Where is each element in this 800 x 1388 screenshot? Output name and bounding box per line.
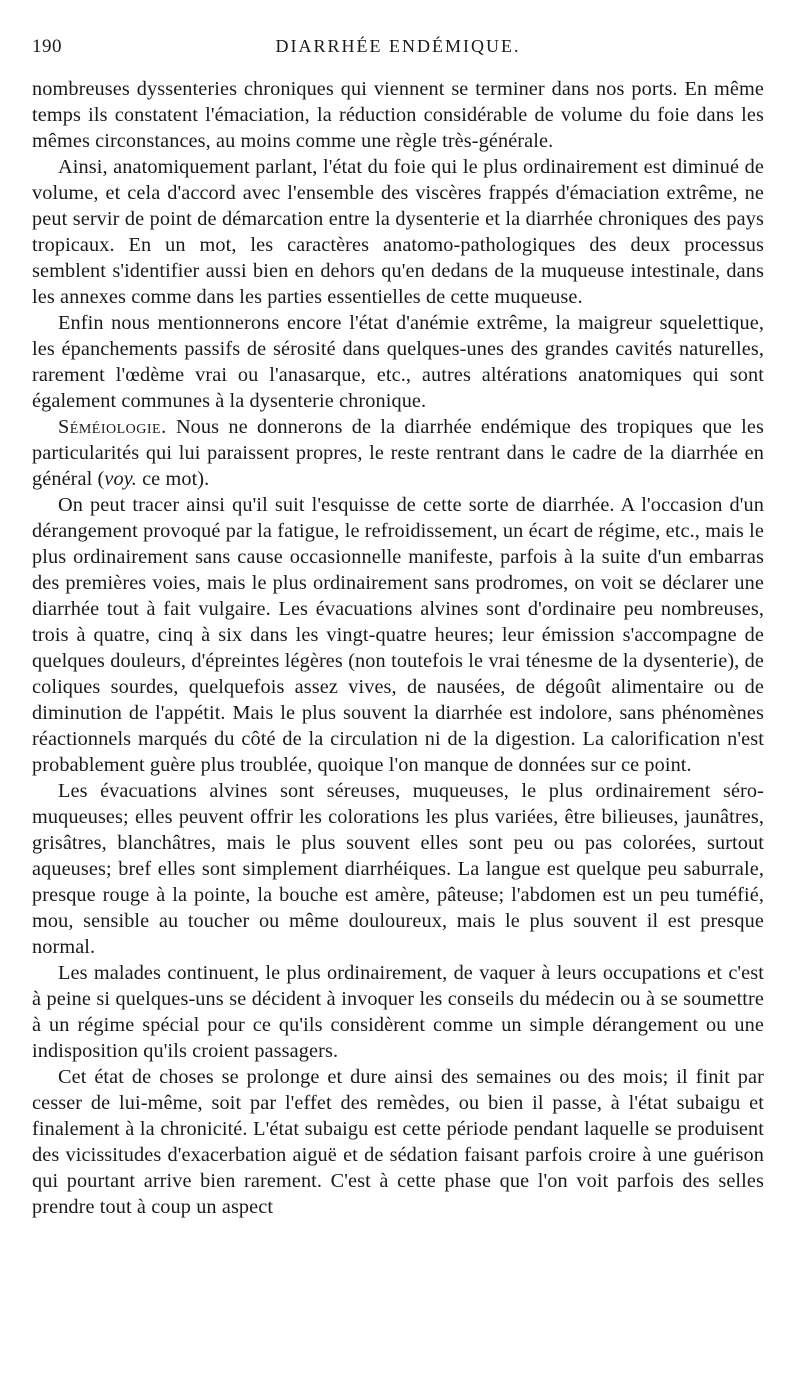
page-number: 190 bbox=[32, 36, 62, 57]
semeiology-reference: voy. bbox=[104, 468, 137, 490]
paragraph-semeiology bbox=[32, 414, 764, 492]
paragraph-progression: Cet état de choses se prolonge et dure ainsi des semaines ou des mois; il finit par cesser de lui-même, soit par l'effet des remèdes, ou bien il passe, à l'état subaigu et finalement à la chronicité. L'état subaigu est cette période pendant laquelle se produisent des vicissitudes d'exacerbation aiguë et de sédation faisant parfois croire à une guérison qui pourtant arrive bien rarement. C'est à cette phase que l'on voit parfois des selles prendre tout à coup un aspect bbox=[32, 1066, 764, 1218]
semeiology-text: Nous ne donnerons de la diarrhée endémique des tropiques que les particularités qui lui paraissent propres, le reste rentrant dans le cadre de la diarrhée en général ( bbox=[32, 416, 764, 490]
paragraph-continued: nombreuses dyssenteries chroniques qui viennent se terminer dans nos ports. En même temps ils constatent l'émaciation, la réduction considérable de volume du foie dans les mêmes circonstances, au moins comme une règle très-générale. bbox=[32, 78, 764, 152]
paragraph-sketch: On peut tracer ainsi qu'il suit l'esquisse de cette sorte de diarrhée. A l'occasion d'un dérangement provoqué par la fatigue, le refroidissement, un écart de régime, etc., mais le plus ordinairement sans cause occasionnelle manifeste, parfois à la suite d'un embarras des premières voies, mais le plus ordinairement sans prodromes, on voit se déclarer une diarrhée tout à fait vulgaire. Les évacuations alvines sont d'ordinaire peu nombreuses, trois à quatre, cinq à six dans les vingt-quatre heures; leur émission s'accompagne de quelques douleurs, d'épreintes légères (non toutefois le vrai ténesme de la dysenterie), de coliques sourdes, quelquefois assez vives, de nausées, de dégoût alimentaire ou de diminution de l'appétit. Mais le plus souvent la diarrhée est indolore, sans phénomènes réactionnels marqués du côté de la circulation ni de la digestion. La calorification n'est probablement guère plus troublée, quoique l'on manque de données sur ce point. bbox=[32, 494, 764, 776]
paragraph-evacuations: Les évacuations alvines sont séreuses, muqueuses, le plus ordinairement séro-muqueuses; elles peuvent offrir les colorations les plus variées, être bilieuses, jaunâtres, grisâtres, blanchâtres, mais le plus souvent elles sont peu ou pas colorées, surtout aqueuses; bref elles sont simplement diarrhéiques. La langue est quelque peu saburrale, presque rouge à la pointe, la bouche est amère, pâteuse; l'abdomen est un peu tuméfié, mou, sensible au toucher ou même douloureux, mais le plus souvent il est presque normal. bbox=[32, 780, 764, 958]
running-head bbox=[32, 36, 764, 76]
paragraph-anemia: Enfin nous mentionnerons encore l'état d'anémie extrême, la maigreur squelettique, les épanchements passifs de sérosité dans quelques-unes des grandes cavités naturelles, rarement l'œdème vrai ou l'anasarque, etc., autres altérations anatomiques qui sont également communes à la dysenterie chronique. bbox=[32, 312, 764, 412]
paragraph-liver-anatomy: Ainsi, anatomiquement parlant, l'état du foie qui le plus ordinairement est diminué de volume, et cela d'accord avec l'ensemble des viscères frappés d'émaciation extrême, ne peut servir de point de démarcation entre la dysenterie et la diarrhée chroniques des pays tropicaux. En un mot, les caractères anatomo-pathologiques des deux processus semblent s'identifier aussi bien en dehors qu'en dedans de la muqueuse intestinale, dans les annexes comme dans les parties essentielles de cette muqueuse. bbox=[32, 156, 764, 308]
paragraph-patients: Les malades continuent, le plus ordinairement, de vaquer à leurs occupations et c'est à peine si quelques-uns se décident à invoquer les conseils du médecin ou à se soumettre à un régime spécial pour ce qu'ils considèrent comme un simple dérangement ou une indisposition qu'ils croient passagers. bbox=[32, 962, 764, 1062]
section-label-semeiology: Séméiologie. bbox=[58, 416, 167, 438]
running-title: DIARRHÉE ENDÉMIQUE. bbox=[275, 36, 521, 56]
semeiology-text-end: ce mot). bbox=[136, 468, 210, 490]
body-text bbox=[32, 76, 764, 1220]
